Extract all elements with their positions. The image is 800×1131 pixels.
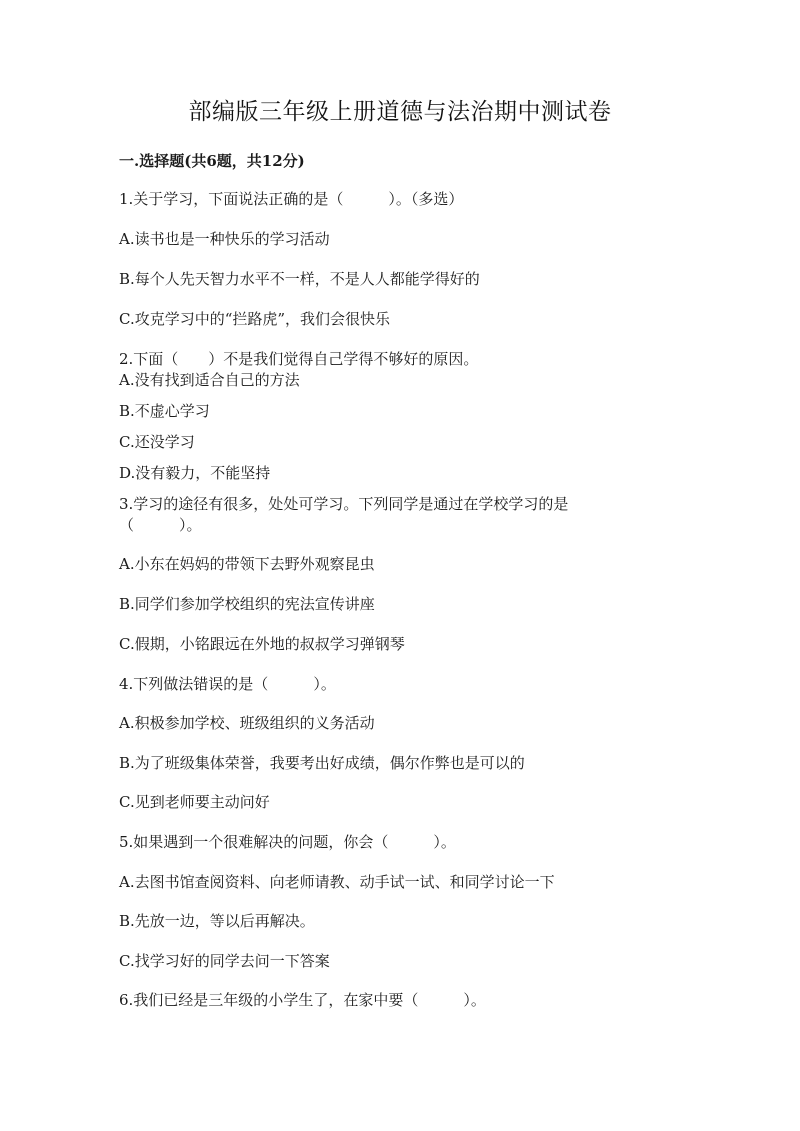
question-2-option-b: B.不虚心学习 <box>119 402 210 420</box>
question-2-option-a: A.没有找到适合自己的方法 <box>119 371 300 389</box>
question-1-stem: 1.关于学习，下面说法正确的是（ ）。（多选） <box>119 190 464 208</box>
question-1-option-a: A.读书也是一种快乐的学习活动 <box>119 230 330 248</box>
question-3-option-b: B.同学们参加学校组织的宪法宣传讲座 <box>119 595 375 613</box>
question-2-option-d: D.没有毅力，不能坚持 <box>119 464 271 482</box>
question-5-stem: 5.如果遇到一个很难解决的问题，你会（ ）。 <box>119 833 456 851</box>
page-title: 部编版三年级上册道德与法治期中测试卷 <box>188 99 612 125</box>
question-5-option-c: C.找学习好的同学去问一下答案 <box>119 952 330 970</box>
question-2-option-c: C.还没学习 <box>119 433 195 451</box>
question-4-option-b: B.为了班级集体荣誉，我要考出好成绩，偶尔作弊也是可以的 <box>119 754 525 772</box>
question-1-option-c: C.攻克学习中的“拦路虎”，我们会很快乐 <box>119 310 391 328</box>
question-4-option-c: C.见到老师要主动问好 <box>119 793 270 811</box>
section-heading: 一.选择题(共6题，共12分) <box>119 152 305 170</box>
question-5-option-b: B.先放一边，等以后再解决。 <box>119 912 315 930</box>
question-4-stem: 4.下列做法错误的是（ ）。 <box>119 675 336 693</box>
question-3-stem-continued: （ ）。 <box>119 516 202 534</box>
question-5-option-a: A.去图书馆查阅资料、向老师请教、动手试一试、和同学讨论一下 <box>119 873 555 891</box>
question-3-option-a: A.小东在妈妈的带领下去野外观察昆虫 <box>119 555 375 573</box>
question-1-option-b: B.每个人先天智力水平不一样，不是人人都能学得好的 <box>119 270 480 288</box>
question-3-stem: 3.学习的途径有很多，处处可学习。下列同学是通过在学校学习的是 <box>119 495 569 513</box>
question-6-stem: 6.我们已经是三年级的小学生了，在家中要（ ）。 <box>119 991 486 1009</box>
question-2-stem: 2.下面（ ）不是我们觉得自己学得不够好的原因。 <box>119 350 479 368</box>
question-3-option-c: C.假期，小铭跟远在外地的叔叔学习弹钢琴 <box>119 635 405 653</box>
question-4-option-a: A.积极参加学校、班级组织的义务活动 <box>119 714 375 732</box>
